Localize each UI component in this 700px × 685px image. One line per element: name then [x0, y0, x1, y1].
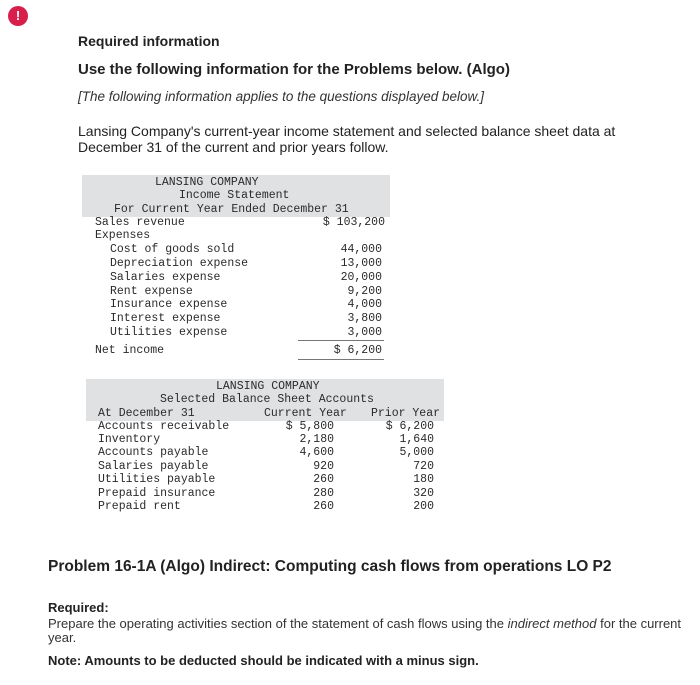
is-expense-value: 3,800: [347, 312, 382, 325]
is-expense-value: 9,200: [347, 285, 382, 298]
bs-row-label: Accounts payable: [98, 446, 209, 459]
required-text-part2: for the current year.: [48, 616, 682, 645]
is-expense-value: 3,000: [347, 326, 382, 339]
is-expense-value: 4,000: [347, 298, 382, 311]
bs-row-current: 280: [313, 487, 334, 500]
bs-row-prior: 180: [413, 473, 434, 486]
is-subtotal-rule: [298, 340, 384, 341]
bs-row-label: Inventory: [98, 433, 161, 446]
required-label: Required:: [48, 600, 109, 615]
required-note: Note: Amounts to be deducted should be indicated with a minus sign.: [48, 653, 479, 668]
bs-company: LANSING COMPANY: [216, 380, 320, 393]
bs-row-prior: 320: [413, 487, 434, 500]
is-expense-label: Depreciation expense: [110, 257, 249, 270]
is-expense-label: Interest expense: [110, 312, 221, 325]
bs-row-prior: 720: [413, 460, 434, 473]
bs-date-label: At December 31: [98, 407, 195, 420]
exclamation-icon: !: [15, 8, 21, 23]
is-net-income-value: $ 6,200: [333, 344, 382, 357]
is-expense-label: Insurance expense: [110, 298, 228, 311]
bs-row-prior: 1,640: [399, 433, 434, 446]
bs-row-label: Prepaid rent: [98, 500, 181, 513]
bs-title: Selected Balance Sheet Accounts: [160, 393, 374, 406]
is-expense-label: Rent expense: [110, 285, 193, 298]
is-expense-label: Cost of goods sold: [110, 243, 235, 256]
required-text-emphasis: indirect method: [507, 616, 597, 631]
bs-row-current: 2,180: [299, 433, 334, 446]
is-expense-label: Salaries expense: [110, 271, 221, 284]
is-expense-label: Utilities expense: [110, 326, 228, 339]
problem-title: Problem 16-1A (Algo) Indirect: Computing cash flows from operations LO P2: [48, 558, 612, 575]
is-net-income-label: Net income: [95, 344, 165, 357]
bs-row-current: 4,600: [299, 446, 334, 459]
is-expense-value: 44,000: [340, 243, 382, 256]
is-period: For Current Year Ended December 31: [114, 203, 349, 216]
bs-row-label: Salaries payable: [98, 460, 209, 473]
required-text: [48, 617, 700, 645]
bs-row-current: 920: [313, 460, 334, 473]
section-note: [The following information applies to the questions displayed below.]: [78, 89, 484, 104]
intro-paragraph: Lansing Company's current-year income statement and selected balance sheet data at December 31 of the current and prior years follow.: [78, 123, 616, 155]
is-expenses-label: Expenses: [95, 229, 151, 242]
bs-row-label: Prepaid insurance: [98, 487, 216, 500]
bs-row-prior: 5,000: [399, 446, 434, 459]
bs-col-current: Current Year: [264, 407, 347, 420]
bs-row-current: $ 5,800: [285, 420, 334, 433]
bs-row-current: 260: [313, 500, 334, 513]
section-title: Required information: [78, 33, 220, 49]
is-expense-value: 13,000: [340, 257, 382, 270]
is-sales-label: Sales revenue: [95, 216, 185, 229]
bs-col-prior: Prior Year: [371, 407, 441, 420]
bs-row-prior: $ 6,200: [385, 420, 434, 433]
bs-row-current: 260: [313, 473, 334, 486]
alert-icon: [8, 6, 28, 26]
section-heading: Use the following information for the Problems below. (Algo): [78, 61, 510, 78]
is-total-rule: [298, 359, 384, 360]
bs-row-label: Utilities payable: [98, 473, 216, 486]
bs-row-prior: 200: [413, 500, 434, 513]
is-expense-value: 20,000: [340, 271, 382, 284]
bs-row-label: Accounts receivable: [98, 420, 230, 433]
is-sales-value: $ 103,200: [322, 216, 385, 229]
required-text-part1: Prepare the operating activities section of the statement of cash flows using the: [48, 616, 508, 631]
is-company: LANSING COMPANY: [155, 176, 259, 189]
is-title: Income Statement: [179, 189, 290, 202]
